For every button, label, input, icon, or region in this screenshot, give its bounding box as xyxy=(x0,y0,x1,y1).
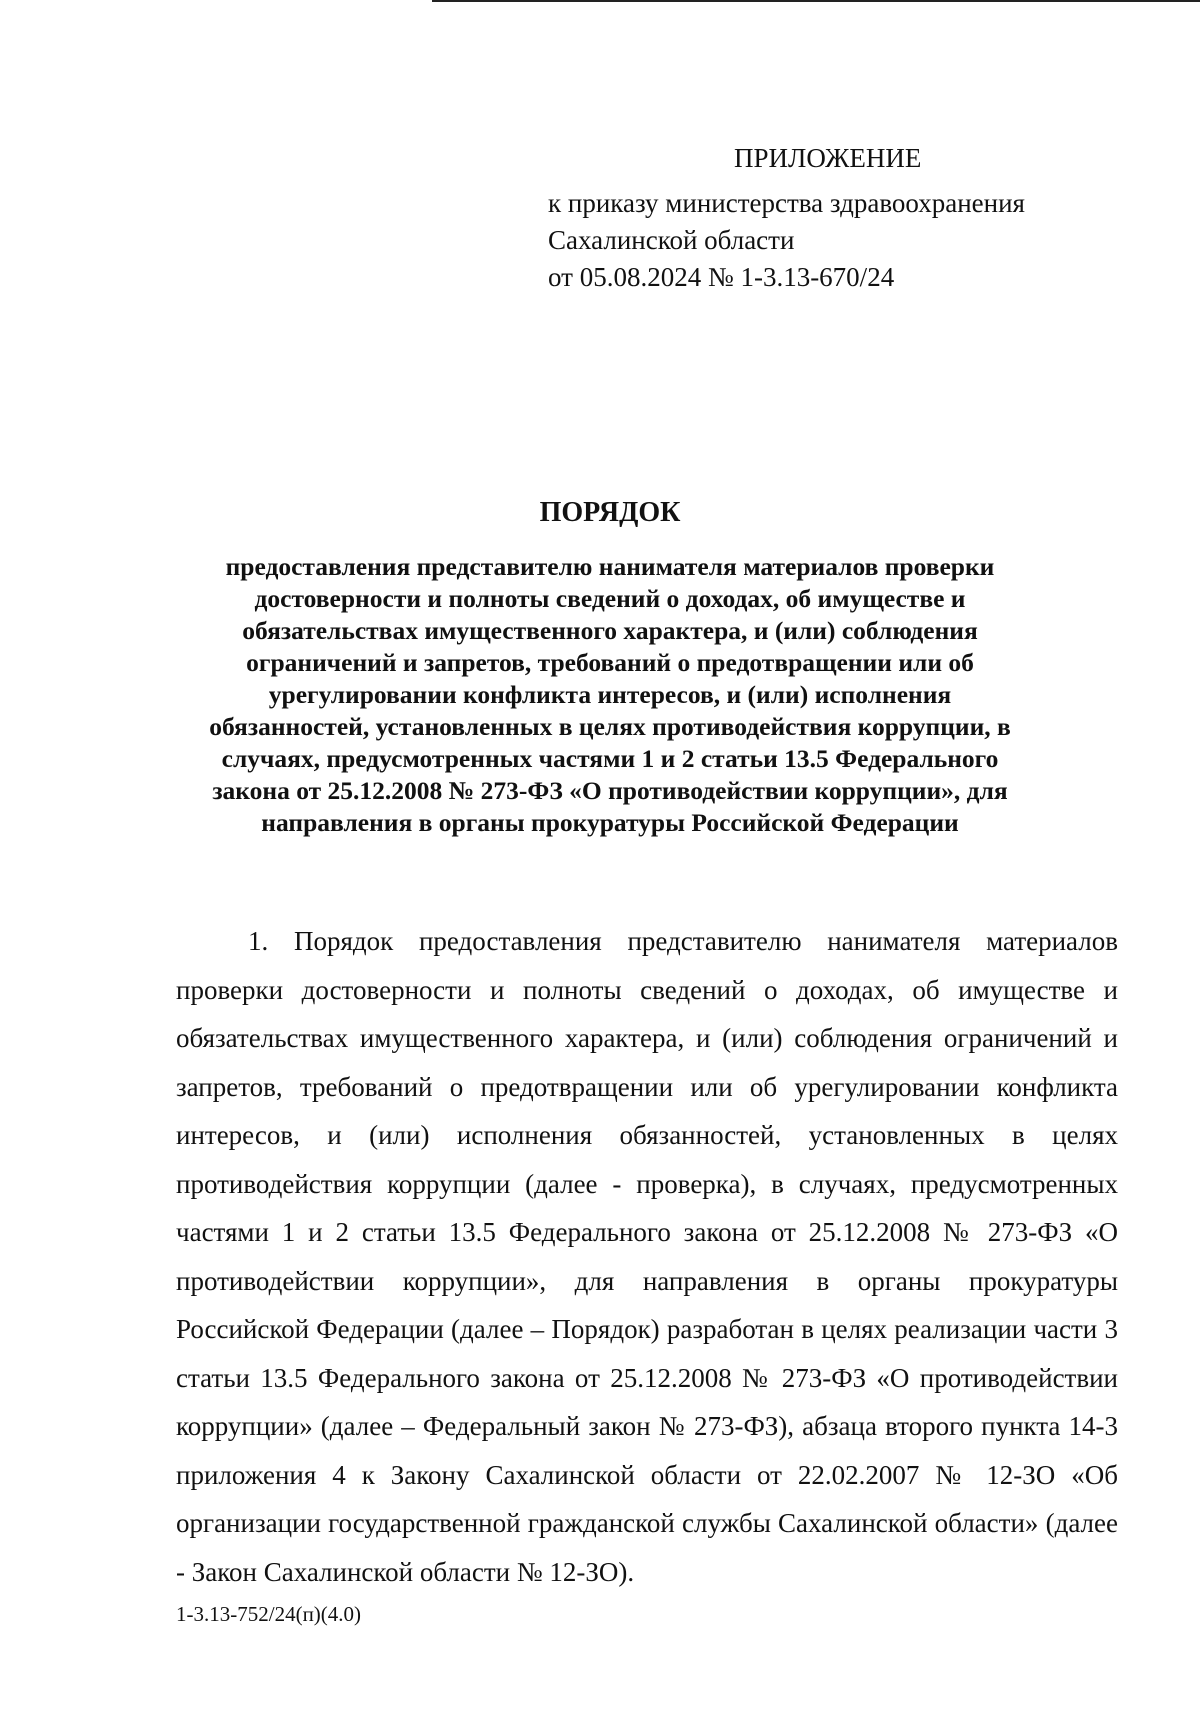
document-subtitle-line: достоверности и полноты сведений о доходах, об имуществе и xyxy=(254,584,966,613)
paragraph-1: 1. Порядок предоставления представителю нанимателя материалов проверки достоверности и полноты сведений о доходах, об имуществе и обязательствах имущественного характера, и (или) соблюдения ограничений и запретов, требований о предотвращении или об урегулировании конфликта интересов, и (или) исполнения обязанностей, установленных в целях противодействия коррупции (далее - проверка), в случаях, предусмотренных частями 1 и 2 статьи 13.5 Федерального закона от 25.12.2008 № 273-ФЗ «О противодействии коррупции», для направления в органы прокуратуры Российской Федерации (далее – Порядок) разработан в целях реализации части 3 статьи 13.5 Федерального закона от 25.12.2008 № 273-ФЗ «О противодействии коррупции» (далее – Федеральный закон № 273-ФЗ), абзаца второго пункта 14-3 приложения 4 к Закону Сахалинской области от 22.02.2007 № 12-ЗО «Об организации государственной гражданской службы Сахалинской области» (далее - Закон Сахалинской области № 12-ЗО). xyxy=(176,926,1118,1587)
footer-document-code: 1-3.13-752/24(п)(4.0) xyxy=(176,1602,362,1626)
document-subtitle-line: закона от 25.12.2008 № 273-ФЗ «О противодействии коррупции», для xyxy=(212,776,1008,805)
document-subtitle-line: обязанностей, установленных в целях противодействия коррупции, в xyxy=(209,712,1011,741)
attachment-header xyxy=(548,140,1025,296)
attachment-line: к приказу министерства здравоохранения xyxy=(548,188,1025,218)
document-subtitle-line: обязательствах имущественного характера, и (или) соблюдения xyxy=(242,616,978,645)
document-subtitle-line: ограничений и запретов, требований о предотвращении или об xyxy=(246,648,974,677)
document-title: ПОРЯДОК xyxy=(539,497,681,528)
attachment-title: ПРИЛОЖЕНИЕ xyxy=(734,143,922,173)
document-subtitle-line: случаях, предусмотренных частями 1 и 2 статьи 13.5 Федерального xyxy=(221,744,999,773)
document-subtitle-line: предоставления представителю нанимателя материалов проверки xyxy=(225,552,995,581)
attachment-line: от 05.08.2024 № 1-3.13-670/24 xyxy=(548,262,895,292)
document-subtitle-line: урегулировании конфликта интересов, и (или) исполнения xyxy=(268,680,952,709)
document-subtitle-line: направления в органы прокуратуры Российской Федерации xyxy=(261,808,959,837)
attachment-line: Сахалинской области xyxy=(548,225,795,255)
document-title-block xyxy=(170,497,1050,839)
top-border-line xyxy=(432,0,1200,2)
